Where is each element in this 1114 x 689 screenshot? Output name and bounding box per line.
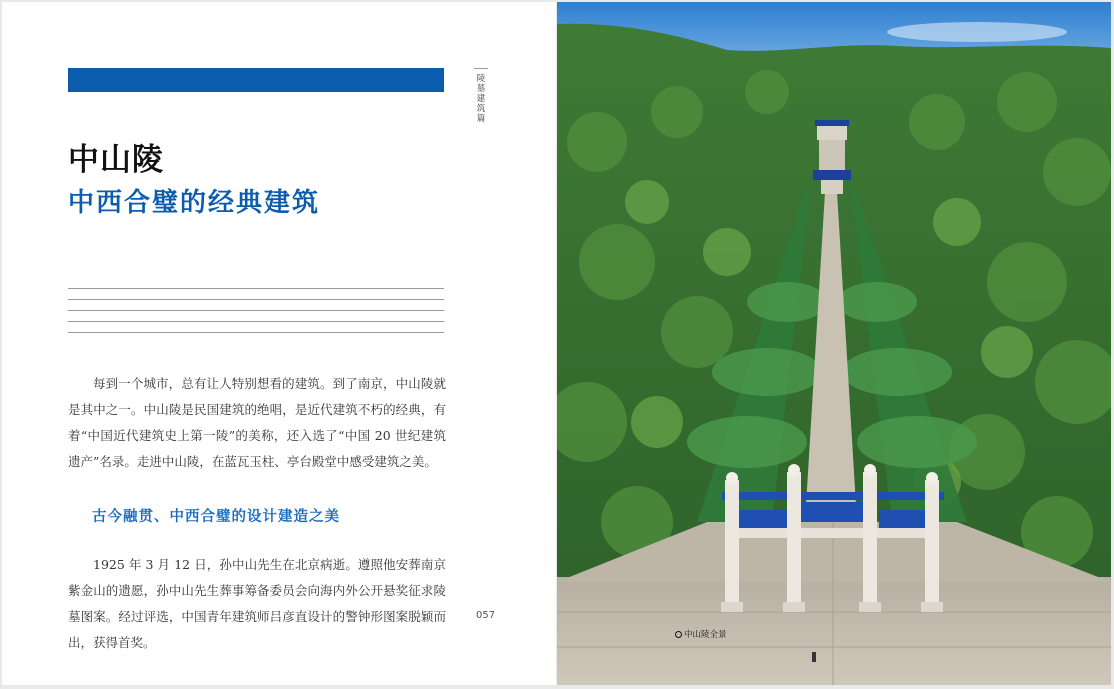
circle-marker-icon bbox=[675, 631, 682, 638]
right-page bbox=[557, 2, 1111, 685]
header-color-bar bbox=[68, 68, 444, 92]
page-number: 057 bbox=[476, 610, 496, 621]
page-subtitle: 中西合璧的经典建筑 bbox=[68, 188, 321, 218]
section-side-label: 陵墓建筑篇 bbox=[476, 74, 486, 124]
side-label-divider bbox=[474, 68, 488, 69]
decorative-rules bbox=[68, 288, 444, 343]
intro-paragraph: 每到一个城市，总有让人特别想看的建筑。到了南京，中山陵就是其中之一。中山陵是民国建筑的绝唱，是近代建筑不朽的经典，有着“中国近代建筑史上第一陵”的美称，还入选了“中国 20 世纪建筑遗产”名录。走进中山陵，在蓝瓦玉柱、亭台殿堂中感受建筑之美。 bbox=[68, 376, 446, 469]
photo-caption-text: 中山陵全景 bbox=[684, 630, 727, 640]
body-paragraph: 1925 年 3 月 12 日，孙中山先生在北京病逝。遵照他安葬南京紫金山的遗愿，孙中山先生葬事筹备委员会向海内外公开悬奖征求陵墓图案。经过评选，中国青年建筑师吕彦直设计的警钟形图案脱颖而出，获得首奖。 bbox=[68, 557, 446, 650]
photo-caption bbox=[675, 628, 727, 640]
section-heading: 古今融贯、中西合璧的设计建造之美 bbox=[92, 509, 340, 525]
mausoleum-aerial-photo bbox=[557, 2, 1111, 685]
page-title: 中山陵 bbox=[68, 142, 164, 178]
left-page bbox=[2, 2, 556, 685]
